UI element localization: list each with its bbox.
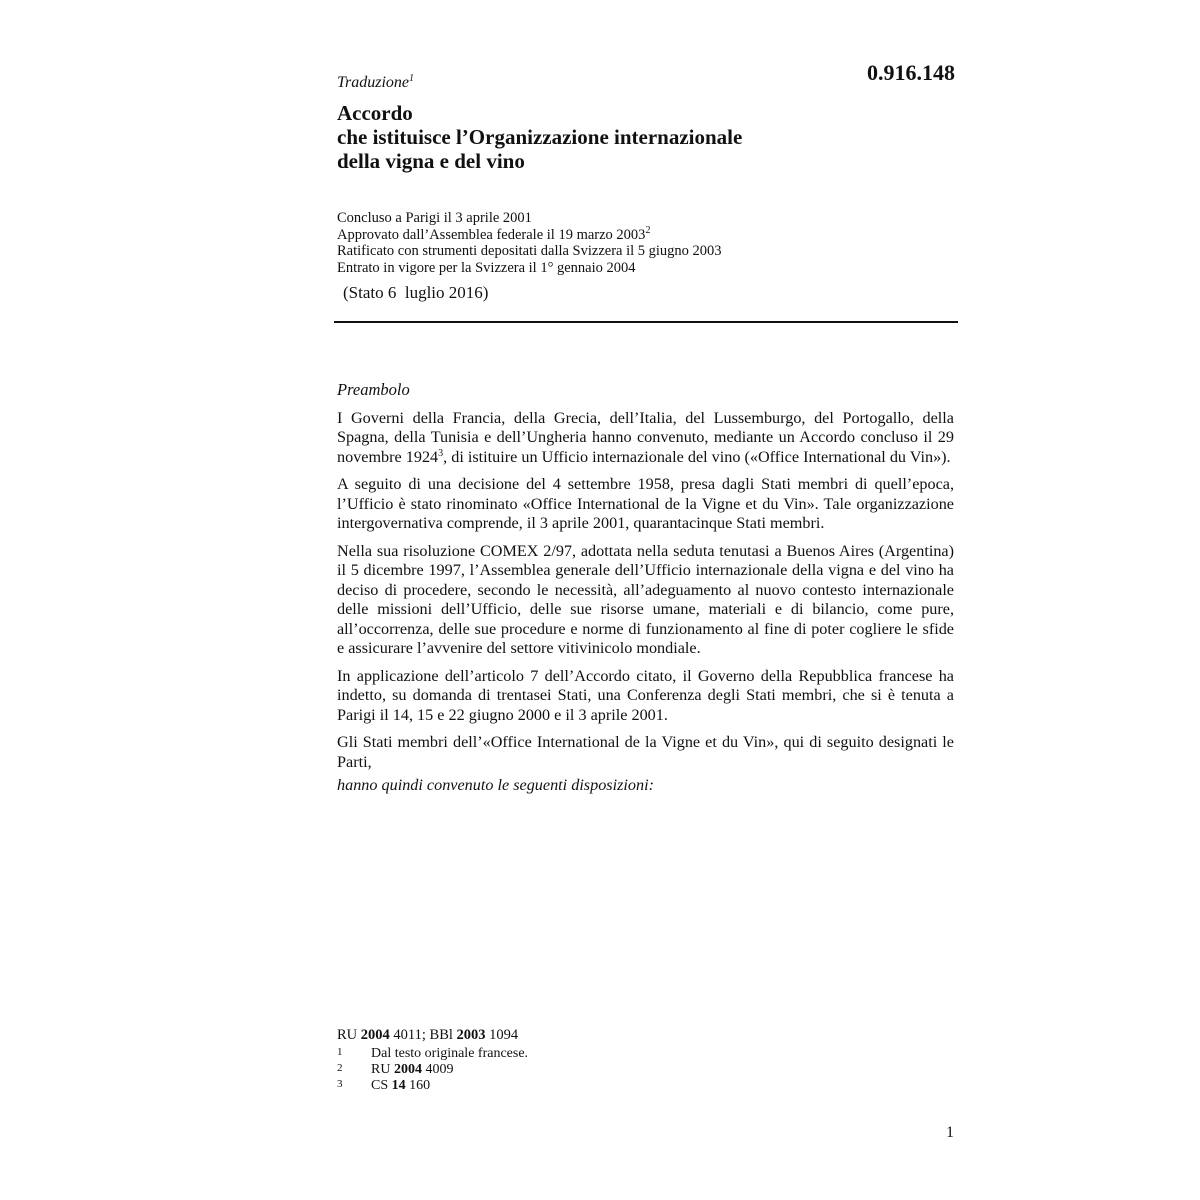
translation-label (337, 74, 414, 92)
ref-bold-2: 2003 (456, 1027, 486, 1043)
footnote-number: 3 (337, 1078, 343, 1090)
translation-label-text: Traduzione (337, 74, 410, 91)
document-title (337, 101, 957, 173)
preamble-paragraph-4: In applicazione dell’articolo 7 dell’Accordo citato, il Governo della Repubblica francese ha indetto, su domanda di trentasei Stati, una Conferenza degli Stati membri, che si è tenuta a Parigi il 14, 15 e 22 giugno 2000 e il 3 aprile 2001. (337, 666, 954, 724)
official-compilation-reference (337, 1026, 954, 1044)
status-date: (Stato 6 luglio 2016) (343, 283, 489, 302)
title-line-2: che istituisce l’Organizzazione internazionale (337, 125, 743, 149)
meta-in-force: Entrato in vigore per la Svizzera il 1° gennaio 2004 (337, 259, 636, 276)
preamble-paragraph-1 (337, 409, 954, 468)
preamble-closing: hanno quindi convenuto le seguenti disposizioni: (337, 776, 654, 794)
page-number: 1 (946, 1124, 954, 1141)
meta-concluded: Concluso a Parigi il 3 aprile 2001 (337, 210, 532, 226)
footnote-ref-3[interactable]: 3 (438, 447, 444, 459)
meta-approved (337, 224, 957, 244)
footnote-1 (337, 1046, 954, 1062)
footnote-2 (337, 1062, 954, 1078)
footnote-number: 2 (337, 1062, 343, 1074)
footnote-text: Dal testo originale francese. (371, 1046, 529, 1061)
preamble-p1-text-b: , di istituire un Ufficio internazionale del vino («Office International du Vin»). (443, 447, 951, 466)
preamble-section (337, 380, 954, 804)
fn-bold: 2004 (393, 1062, 422, 1077)
fn-post: 160 (405, 1078, 431, 1093)
footnote-ref-1[interactable]: 1 (409, 73, 415, 84)
document-metadata (337, 210, 957, 276)
ref-bold-1: 2004 (360, 1027, 390, 1043)
preamble-p1-text-a: I Governi della Francia, della Grecia, dell’Italia, del Lussemburgo, del Portogallo, della Spagna, della Tunisia e dell’Ungheria hanno convenuto, mediante un Accordo concluso il 29 novembre 1924 (337, 408, 954, 466)
footnote-ref-2[interactable]: 2 (645, 224, 651, 236)
footnote-3 (337, 1078, 954, 1094)
preamble-paragraph-5: Gli Stati membri dell’«Office International de la Vigne et du Vin», qui di seguito designati le Parti, (337, 733, 954, 771)
footnote-text (371, 1078, 430, 1094)
title-line-3: della vigna e del vino (337, 149, 525, 173)
meta-ratified: Ratificato con strumenti depositati dalla Svizzera il 5 giugno 2003 (337, 243, 722, 259)
title-line-1: Accordo (337, 101, 413, 125)
header-divider (334, 321, 958, 323)
footnote-text (371, 1062, 453, 1078)
preamble-paragraph-2: A seguito di una decisione del 4 settembre 1958, presa dagli Stati membri di quell’epoca, l’Ufficio è stato rinominato «Office International de la Vigne et du Vin». Tale organizzazione intergovernativa comprende, il 3 aprile 2001, quarantacinque Stati membri. (337, 475, 954, 532)
ref-text-1: RU (337, 1027, 361, 1043)
meta-approved-text: Approvato dall’Assemblea federale il 19 marzo 2003 (337, 226, 646, 243)
fn-pre: RU (371, 1062, 394, 1077)
fn-bold: 14 (391, 1078, 406, 1093)
ref-text-3: 1094 (485, 1027, 519, 1043)
fn-post: 4009 (421, 1062, 454, 1077)
document-serial-number: 0.916.148 (867, 60, 955, 85)
ref-text-2: 4011; BBl (389, 1027, 457, 1043)
preamble-heading: Preambolo (337, 380, 410, 399)
fn-pre: CS (371, 1078, 392, 1093)
preamble-paragraph-3: Nella sua risoluzione COMEX 2/97, adottata nella seduta tenutasi a Buenos Aires (Argentina) il 5 dicembre 1997, l’Assemblea generale dell’Ufficio internazionale della vigna e del vino ha deciso di procedere, secondo le necessità, all’adeguamento al nuovo contesto internazionale delle missioni dell’Ufficio, delle sue risorse umane, materiali e di bilancio, come pure, all’occorrenza, delle sue procedure e norme di funzionamento al fine di poter cogliere le sfide e assicurare l’avvenire del settore vitivinicolo mondiale. (337, 541, 954, 657)
footnote-number: 1 (337, 1046, 343, 1058)
footnotes (337, 1026, 954, 1094)
